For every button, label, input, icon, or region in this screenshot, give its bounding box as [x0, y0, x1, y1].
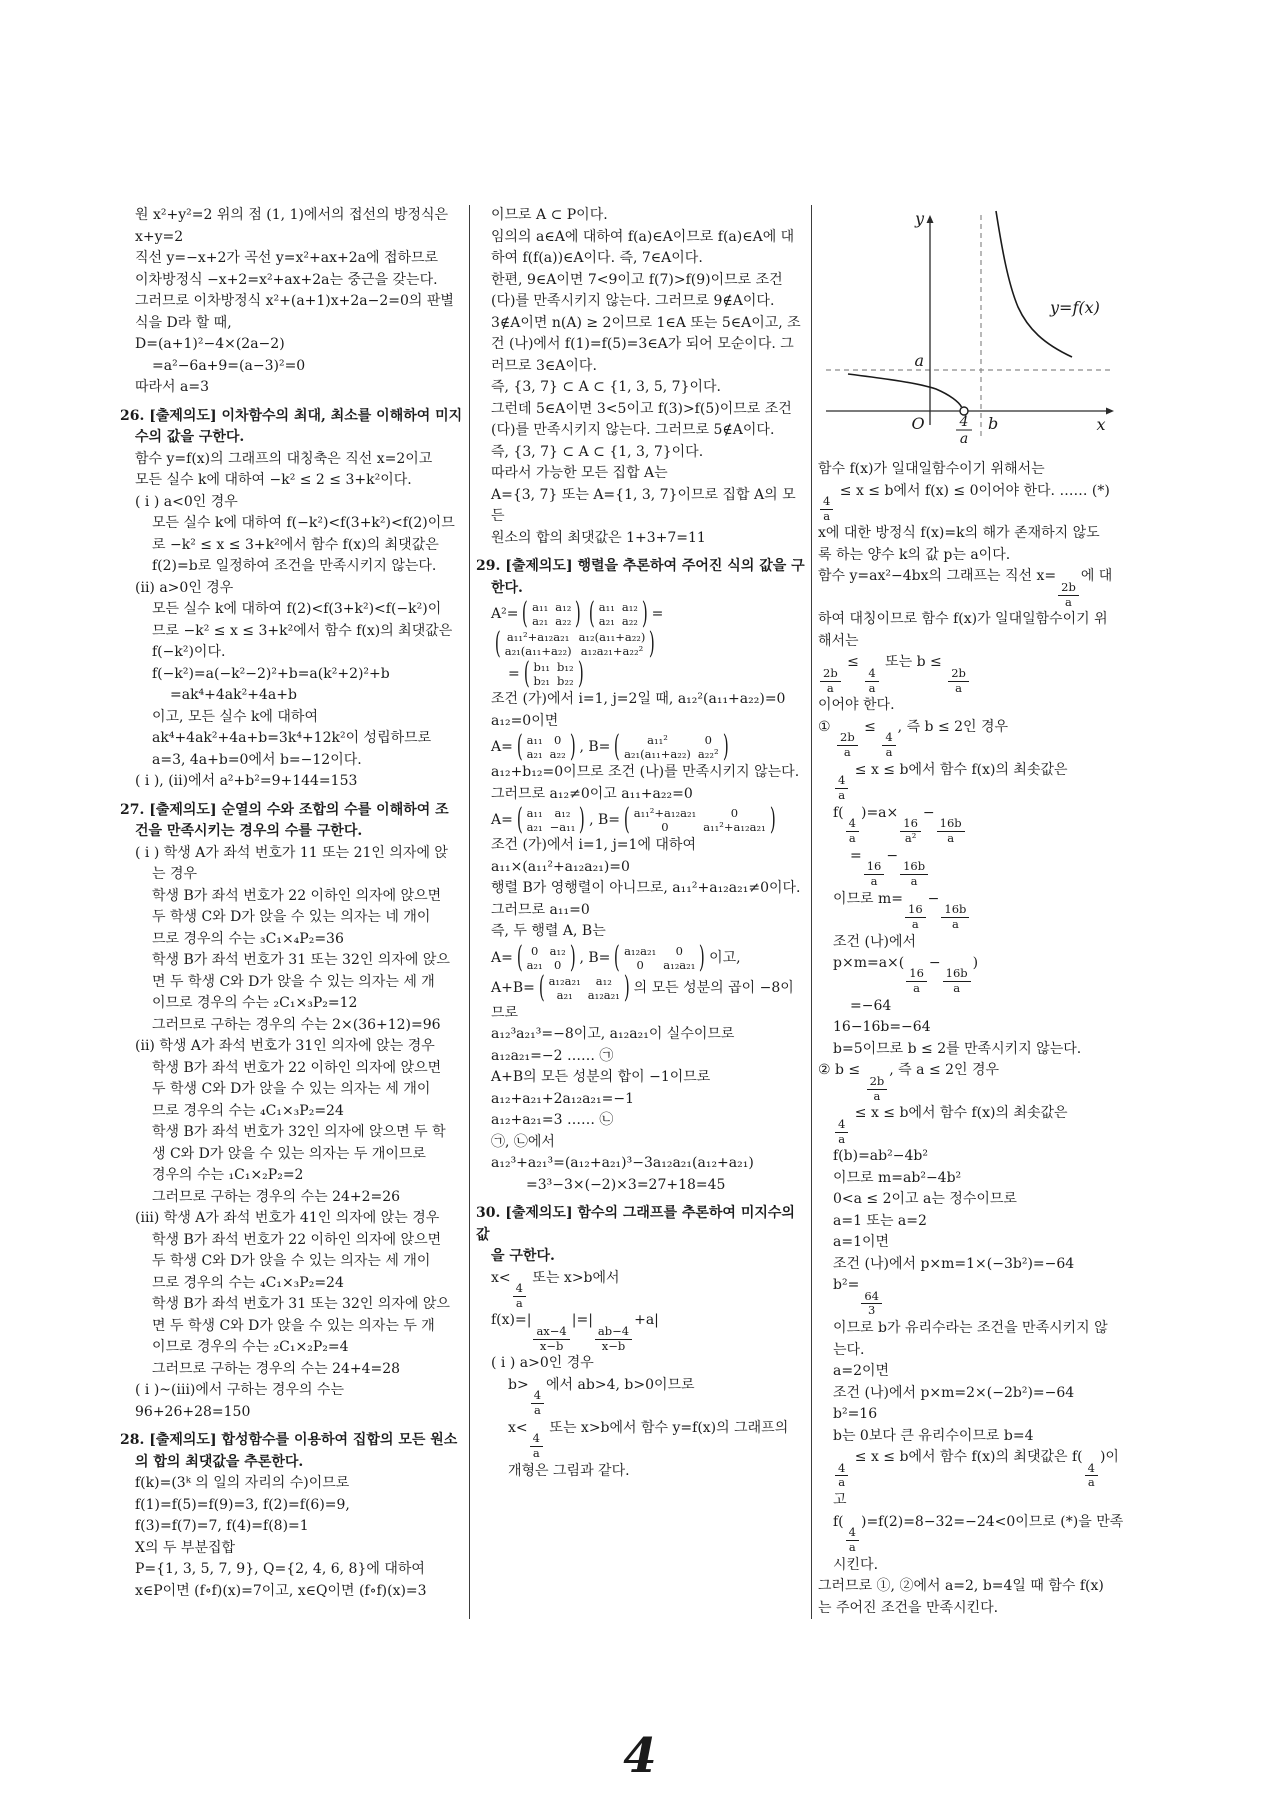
text-line: ak⁴+4ak²+4a+b=3k⁴+12k²이 성립하므로 — [152, 730, 432, 746]
fraction: $\frac{4}{a}$ — [835, 774, 848, 803]
solutions-content — [120, 205, 1160, 1619]
text-line: 임의의 a∈A에 대하여 f(a)∈A이므로 f(a)∈A에 대 — [491, 228, 795, 245]
text-line: (다)를 만족시키지 않는다. 그러므로 5∉A이다. — [491, 422, 775, 438]
text-line: 그러므로 이차방정식 x²+(a+1)x+2a−2=0의 판별 — [135, 293, 454, 309]
fraction: $\frac{4}{a}$ — [820, 495, 833, 524]
text-line: 그러므로 a₁₁=0 — [491, 901, 590, 918]
origin-label: O — [911, 414, 925, 433]
matrix: ( a₁₁ 0 a₂₁ a₂₂ ) — [516, 729, 576, 764]
text-line: 학생 B가 좌석 번호가 31 또는 32인 의자에 앉으 — [152, 1296, 450, 1312]
fraction: $\frac{4}{a}$ — [846, 1526, 859, 1555]
text-line: 생 C와 D가 앉을 수 있는 의자는 두 개이므로 — [152, 1145, 426, 1162]
text-line: p×m=a×( $\frac{16}{a}$ − $\frac{16b}{a}$ ) — [833, 955, 979, 996]
text-line: A= ( 0 a₁₂ a₂₁ 0 ) , B= ( a₁₂a₂₁ 0 0 a₁₂a₂₁ ) 이고, — [491, 939, 741, 975]
text-line: 모든 실수 k에 대하여 −k² ≤ 2 ≤ 3+k²이다. — [135, 472, 412, 488]
text-line: 따라서 a=3 — [135, 379, 210, 395]
text-line: 그런데 5∈A이면 3<5이고 f(3)>f(5)이므로 조건 — [491, 400, 792, 417]
text-line: A={3, 7} 또는 A={1, 3, 7}이므로 집합 A의 모든 — [491, 486, 796, 524]
text-line: 그러므로 구하는 경우의 수는 24+4=28 — [152, 1360, 401, 1377]
text-line: 3∉A이면 n(A) ≥ 2이므로 1∈A 또는 5∈A이고, 조 — [491, 314, 801, 331]
matrix: ( a₁₁ a₁₂ a₂₁ a₂₂ ) — [522, 596, 582, 631]
text-line: a=1 또는 a=2 — [833, 1212, 927, 1229]
text-line: A= ( a₁₁ 0 a₂₁ a₂₂ ) , B= ( a₁₁² 0 a₂₁(a₁₁+a₂₂) a₂₂² ) — [476, 732, 805, 762]
text-line: 0<a ≤ 2이고 a는 정수이므로 — [833, 1191, 1017, 1208]
fraction: $\frac{4}{a}$ — [1085, 1462, 1098, 1491]
text-line: 이고, 모든 실수 k에 대하여 — [152, 708, 318, 725]
text-line: x< $\frac{4}{a}$ 또는 x>b에서 — [491, 1269, 620, 1310]
text-line: f(1)=f(5)=f(9)=3, f(2)=f(6)=9, — [135, 1496, 350, 1513]
text-line: 는다. — [833, 1341, 865, 1358]
text-line: 고 — [833, 1492, 847, 1509]
fraction: $\frac{4}{a}$ — [513, 1282, 526, 1311]
text-line: 이어야 한다. — [818, 697, 895, 714]
text-line: f(−k²)=a(−k²−2)²+b=a(k²+2)²+b — [152, 665, 390, 682]
text-line: f(k)=(3ᵏ 의 일의 자리의 수)이므로 — [135, 1475, 350, 1491]
text-line: 두 학생 C와 D가 앉을 수 있는 의자는 세 개이 — [152, 1081, 431, 1097]
text-line: 므로 경우의 수는 ₃C₁×₄P₂=36 — [152, 930, 344, 947]
text-line: A²= ( a₁₁ a₁₂ a₂₁ a₂₂ ) ( a₁₁ a₁₂ a₂₁ a₂₂ ) = ( a₁₁²+a₁₂a₂₁ a₁₂(a₁₁+a₂₂) a₂₁(a₁₁+a₂₂) a₁₂a₂₁+a₂₂² ) — [491, 596, 664, 661]
text-line: 그러므로 ①, ②에서 a=2, b=4일 때 함수 f(x) — [818, 1578, 1104, 1595]
fraction: $\frac{16}{\text{a²}}$ — [900, 817, 921, 846]
text-line: 그러므로 구하는 경우의 수는 2×(36+12)=96 — [152, 1016, 441, 1033]
text-line: A+B의 모든 성분의 합이 −1이므로 — [491, 1069, 711, 1085]
text-line: 경우의 수는 ₁C₁×₂P₂=2 — [152, 1167, 304, 1183]
fraction: $\frac{16}{a}$ — [905, 903, 926, 932]
text-line: b²= $\frac{64}{3}$ — [818, 1275, 1156, 1318]
text-line: $\frac{4}{a}$ ≤ x ≤ b에서 함수 f(x)의 최솟값은 — [818, 1103, 1156, 1146]
text-line: 모든 실수 k에 대하여 f(2)<f(3+k²)<f(−k²)이 — [152, 601, 442, 617]
fraction: $\frac{2b}{a}$ — [820, 667, 841, 696]
fraction: $\frac{16b}{a}$ — [900, 860, 928, 889]
text-line: f(b)=ab²−4b² — [833, 1148, 928, 1165]
text-line: a=1이면 — [833, 1234, 890, 1251]
fraction: $\frac{4}{a}$ — [865, 667, 878, 696]
fraction: $\frac{64}{3}$ — [861, 1290, 882, 1319]
problem-heading-line: 29. [출제의도] 행렬을 추론하여 주어진 식의 값을 구 — [476, 558, 805, 574]
text-line: f(3)=f(7)=7, f(4)=f(8)=1 — [135, 1518, 309, 1534]
text-line: A+B= ( a₁₂a₂₁ a₁₂ a₂₁ a₁₂a₂₁ ) 의 모든 성분의 곱이 −8이므로 — [491, 969, 794, 1021]
text-line: x+y=2 — [135, 228, 184, 245]
text-line: A= ( a₁₁ a₁₂ a₂₁ −a₁₁ ) , B= ( a₁₁²+a₁₂a₂₁ 0 0 a₁₁²+a₁₂a₂₁ ) — [476, 805, 805, 835]
text-line: 이므로 b가 유리수라는 조건을 만족시키지 않 — [833, 1320, 1108, 1337]
text-line: 학생 B가 좌석 번호가 32인 의자에 앉으면 두 학 — [152, 1124, 446, 1140]
text-line: a₁₂³a₂₁³=−8이고, a₁₂a₂₁이 실수이므로 — [491, 1026, 735, 1042]
fraction: $\frac{4}{a}$ — [882, 731, 895, 760]
text-line: 는 주어진 조건을 만족시킨다. — [818, 1599, 999, 1616]
text-line: a₁₂=0이면 — [491, 712, 559, 729]
text-line: f(2)=b로 일정하여 조건을 만족시키지 않는다. — [152, 558, 437, 574]
text-line: b는 0보다 큰 유리수이므로 b=4 — [833, 1427, 1034, 1444]
text-line: 한편, 9∈A이면 7<9이고 f(7)>f(9)이므로 조건 — [491, 271, 783, 288]
text-line: 두 학생 C와 D가 앉을 수 있는 의자는 세 개이 — [152, 1253, 431, 1269]
x-intercept-numerator: 4 — [959, 414, 969, 430]
text-line: 이므로 A ⊂ P이다. — [491, 207, 608, 223]
text-line: f(−k²)이다. — [152, 644, 226, 660]
text-line: 조건 (나)에서 p×m=1×(−3b²)=−64 — [833, 1255, 1075, 1272]
text-line: b=5이므로 b ≤ 2를 만족시키지 않는다. — [833, 1040, 1082, 1057]
column-middle — [476, 205, 805, 1619]
text-line: 행렬 B가 영행렬이 아니므로, a₁₁²+a₁₂a₂₁≠0이다. — [491, 880, 801, 896]
text-line: 직선 y=−x+2가 곡선 y=x²+ax+2a에 접하므로 — [135, 250, 439, 266]
text-line: 96+26+28=150 — [135, 1403, 251, 1420]
fraction: $\frac{16b}{a}$ — [937, 817, 965, 846]
text-line: 조건 (가)에서 i=1, j=2일 때, a₁₂²(a₁₁+a₂₂)=0 — [491, 691, 786, 707]
text-line: f( $\frac{4}{a}$ )=a× $\frac{16}{\text{a²}}$ − $\frac{16b}{a}$ — [818, 803, 1156, 846]
curve-label: y=f(x) — [1050, 298, 1100, 317]
fraction: $\frac{16b}{a}$ — [943, 967, 971, 996]
text-line: (다)를 만족시키지 않는다. 그러므로 9∉A이다. — [491, 293, 775, 309]
problem-heading-line: 30. [출제의도] 함수의 그래프를 추론하여 미지수의 값 — [476, 1205, 795, 1243]
text-line: =ak⁴+4ak²+4a+b — [170, 687, 297, 703]
text-line: a₁₂+a₂₁=3 …… ㉡ — [491, 1112, 614, 1128]
text-line: 므로 경우의 수는 ₄C₁×₃P₂=24 — [152, 1274, 344, 1291]
text-line: 원소의 합의 최댓값은 1+3+7=11 — [491, 529, 706, 546]
x-axis-label: x — [1096, 415, 1106, 434]
text-line: a₁₂+a₂₁+2a₁₂a₂₁=−1 — [491, 1090, 635, 1107]
text-line: 두 학생 C와 D가 앉을 수 있는 의자는 네 개이 — [152, 909, 431, 925]
text-line: 건 (나)에서 f(1)=f(5)=3∈A가 되어 모순이다. 그 — [491, 336, 794, 352]
text-line: 는 경우 — [152, 866, 198, 882]
fraction: $\frac{2b}{a}$ — [867, 1075, 888, 1104]
text-line: 이므로 경우의 수는 ₂C₁×₃P₂=12 — [152, 995, 358, 1011]
text-line: x< $\frac{4}{a}$ 또는 x>b에서 함수 y=f(x)의 그래프의 — [508, 1419, 789, 1460]
x-axis-arrow-icon — [1106, 408, 1114, 415]
text-line: a₁₂+b₁₂=0이므로 조건 (나)를 만족시키지 않는다. — [491, 764, 800, 780]
y-axis-label: y — [914, 209, 924, 228]
text-line: 로 −k² ≤ x ≤ 3+k²에서 함수 f(x)의 최댓값은 — [152, 536, 439, 553]
text-line: 개형은 그림과 같다. — [508, 1462, 630, 1479]
text-line: 모든 실수 k에 대하여 f(−k²)<f(3+k²)<f(2)이므 — [152, 515, 455, 531]
text-line: 학생 B가 좌석 번호가 22 이하인 의자에 앉으면 — [152, 887, 442, 904]
text-line: 하여 대칭이므로 함수 f(x)가 일대일함수이기 위 — [818, 611, 1108, 628]
matrix: ( b₁₁ b₁₂ b₂₁ b₂₂ ) — [523, 656, 584, 691]
text-line: 그러므로 a₁₂≠0이고 a₁₁+a₂₂=0 — [491, 785, 693, 802]
function-graph-figure — [818, 207, 1156, 451]
text-line: 학생 B가 좌석 번호가 22 이하인 의자에 앉으면 — [152, 1059, 442, 1076]
problem-heading-line: 의 합의 최댓값을 추론한다. — [135, 1453, 304, 1470]
text-line: =a²−6a+9=(a−3)²=0 — [152, 357, 306, 374]
text-line: 즉, 두 행렬 A, B는 — [491, 923, 606, 939]
text-line: 이므로 m=ab²−4b² — [833, 1169, 962, 1186]
text-line: x∈P이면 (f∘f)(x)=7이고, x∈Q이면 (f∘f)(x)=3 — [135, 1582, 427, 1599]
problem-heading-line: 26. [출제의도] 이차함수의 최대, 최소를 이해하여 미지 — [120, 407, 463, 424]
text-line: 식을 D라 할 때, — [135, 314, 232, 331]
text-line: 따라서 가능한 모든 집합 A는 — [491, 465, 668, 481]
text-line: 학생 B가 좌석 번호가 22 이하인 의자에 앉으면 — [152, 1231, 442, 1248]
fraction: $\frac{2b}{a}$ — [948, 667, 969, 696]
matrix: ( a₁₁ a₁₂ a₂₁ −a₁₁ ) — [516, 802, 586, 837]
fraction: $\frac{16}{a}$ — [906, 967, 927, 996]
text-line: $\frac{2b}{a}$ ≤ $\frac{4}{a}$ 또는 b ≤ $\frac{2b}{a}$ — [818, 652, 1156, 695]
page-number: 4 — [623, 1728, 657, 1784]
text-line: a₁₁×(a₁₁²+a₁₂a₂₁)=0 — [491, 858, 630, 875]
fraction: $\frac{2b}{a}$ — [837, 731, 858, 760]
text-line: ( i ) a>0인 경우 — [491, 1355, 594, 1372]
text-line: X의 두 부분집합 — [135, 1539, 236, 1556]
problem-heading-line: 을 구한다. — [491, 1248, 555, 1264]
text-line: 시킨다. — [833, 1556, 879, 1573]
text-line: ( i )~(iii)에서 구하는 경우의 수는 — [135, 1382, 344, 1398]
text-line: f( $\frac{4}{a}$ )=f(2)=8−32=−24<0이므로 (*)을 만족 — [833, 1513, 1124, 1554]
x-intercept-denominator: a — [959, 431, 969, 447]
text-line: x에 대한 방정식 f(x)=k의 해가 존재하지 않도 — [818, 525, 1100, 542]
fraction: $\frac{16b}{a}$ — [941, 903, 969, 932]
text-line: P={1, 3, 5, 7, 9}, Q={2, 4, 6, 8}에 대하여 — [135, 1561, 425, 1577]
matrix: ( a₁₁ a₁₂ a₂₁ a₂₂ ) — [588, 596, 648, 631]
text-line: a₁₂³+a₂₁³=(a₁₂+a₂₁)³−3a₁₂a₂₁(a₁₂+a₂₁) — [491, 1155, 754, 1171]
column-divider — [811, 205, 812, 1619]
matrix: ( a₁₁²+a₁₂a₂₁ 0 0 a₁₁²+a₁₂a₂₁ ) — [623, 802, 776, 837]
text-line: ㉠, ㉡에서 — [491, 1133, 555, 1150]
text-line: b> $\frac{4}{a}$ 에서 ab>4, b>0이므로 — [508, 1376, 695, 1418]
text-line: 원 x²+y²=2 위의 점 (1, 1)에서의 접선의 방정식은 — [135, 207, 449, 223]
y-axis-arrow-icon — [927, 215, 934, 223]
curve-right-branch — [996, 211, 1072, 357]
text-line: 조건 (가)에서 i=1, j=1에 대하여 — [491, 837, 696, 853]
text-line: 므로 경우의 수는 ₄C₁×₃P₂=24 — [152, 1102, 344, 1119]
text-line: 함수 f(x)가 일대일함수이기 위해서는 — [818, 461, 1045, 477]
text-line: (ii) a>0인 경우 — [135, 579, 234, 596]
fraction: $\frac{4}{a}$ — [530, 1432, 543, 1461]
column-divider — [469, 205, 470, 1619]
problem-heading-line: 수의 값을 구한다. — [135, 429, 245, 445]
text-line: ( i ), (ii)에서 a²+b²=9+144=153 — [135, 773, 358, 789]
text-line: 조건 (나)에서 — [833, 933, 916, 950]
problem-heading-line: 건을 만족시키는 경우의 수를 구한다. — [135, 823, 363, 839]
text-line: 록 하는 양수 k의 값 p는 a이다. — [818, 546, 1011, 563]
text-line: 이차방정식 −x+2=x²+ax+2a는 중근을 갖는다. — [135, 271, 438, 288]
fraction: $\frac{2b}{a}$ — [1058, 581, 1079, 610]
text-line: 이므로 m= $\frac{16}{a}$ − $\frac{16b}{a}$ — [818, 889, 1156, 932]
text-line: = ( b₁₁ b₁₂ b₂₁ b₂₂ ) — [476, 659, 805, 689]
text-line: a₁₂a₂₁=−2 …… ㉠ — [491, 1047, 614, 1064]
text-line: 함수 y=ax²−4bx의 그래프는 직선 x= $\frac{2b}{a}$ 에 대 — [818, 568, 1113, 609]
text-line: 이므로 경우의 수는 ₂C₁×₂P₂=4 — [152, 1339, 349, 1355]
text-line: ( i ) a<0인 경우 — [135, 493, 238, 510]
fraction: $\frac{ax-4}{x-b}$ — [533, 1325, 569, 1354]
fraction: $\frac{4}{a}$ — [846, 817, 859, 846]
column-left — [120, 205, 463, 1619]
text-line: 조건 (나)에서 p×m=2×(−2b²)=−64 — [833, 1384, 1075, 1401]
text-line: 므로 −k² ≤ x ≤ 3+k²에서 함수 f(x)의 최댓값은 — [152, 622, 453, 639]
text-line: 16−16b=−64 — [833, 1019, 931, 1036]
fraction: $\frac{ab-4}{x-b}$ — [595, 1325, 632, 1354]
text-line: ( i ) 학생 A가 좌석 번호가 11 또는 21인 의자에 앉 — [135, 844, 448, 861]
text-line: (iii) 학생 A가 좌석 번호가 41인 의자에 앉는 경우 — [135, 1210, 440, 1226]
text-line: 하여 f(f(a))∈A이다. 즉, 7∈A이다. — [491, 250, 703, 266]
matrix: ( a₁₂a₂₁ 0 0 a₁₂a₂₁ ) — [614, 939, 706, 975]
text-line: D=(a+1)²−4×(2a−2) — [135, 336, 285, 352]
graph-svg — [818, 207, 1118, 447]
text-line: $\frac{4}{a}$ ≤ x ≤ b에서 함수 f(x)의 최댓값은 f( $\frac{4}{a}$ )이 — [818, 1447, 1156, 1490]
matrix: ( a₁₁² 0 a₂₁(a₁₁+a₂₂) a₂₂² ) — [614, 729, 729, 764]
text-line: $\frac{4}{a}$ ≤ x ≤ b에서 f(x) ≤ 0이어야 한다. …… (*) — [818, 481, 1156, 524]
fraction: $\frac{4}{a}$ — [835, 1118, 848, 1147]
text-line: a=2이면 — [833, 1363, 890, 1380]
asymptote-b-label: b — [988, 414, 999, 433]
fraction: $\frac{16}{a}$ — [864, 860, 885, 889]
text-line: 러므로 3∈A이다. — [491, 357, 597, 374]
text-line: a=3, 4a+b=0에서 b=−12이다. — [152, 751, 362, 768]
text-line: $\frac{4}{a}$ ≤ x ≤ b에서 함수 f(x)의 최솟값은 — [818, 760, 1156, 803]
text-line: 함수 y=f(x)의 그래프의 대칭축은 직선 x=2이고 — [135, 450, 433, 467]
text-line: 즉, {3, 7} ⊂ A ⊂ {1, 3, 5, 7}이다. — [491, 379, 721, 395]
text-line: f(x)=| $\frac{ax-4}{x-b}$ |=| $\frac{ab-4}{x-b}$ +a| — [491, 1312, 659, 1353]
curve-left-branch — [848, 374, 962, 407]
text-line: b²=16 — [833, 1406, 878, 1423]
matrix: ( a₁₂a₂₁ a₁₂ a₂₁ a₁₂a₂₁ ) — [538, 969, 630, 1005]
fraction: $\frac{4}{a}$ — [531, 1389, 544, 1418]
text-line: ① $\frac{2b}{a}$ ≤ $\frac{4}{a}$ , 즉 b ≤ 2인 경우 — [818, 718, 1009, 759]
problem-heading-line: 한다. — [491, 579, 523, 596]
text-line: =3³−3×(−2)×3=27+18=45 — [526, 1176, 726, 1193]
problem-heading-line: 28. [출제의도] 합성함수를 이용하여 집합의 모든 원소 — [120, 1432, 458, 1448]
matrix: ( 0 a₁₂ a₂₁ 0 ) — [516, 939, 576, 975]
text-line: 즉, {3, 7} ⊂ A ⊂ {1, 3, 7}이다. — [491, 443, 704, 460]
matrix: ( a₁₁²+a₁₂a₂₁ a₁₂(a₁₁+a₂₂) a₂₁(a₁₁+a₂₂) a₁₂a₂₁+a₂₂² ) — [494, 626, 656, 661]
column-right — [818, 205, 1156, 1619]
fraction: $\frac{4}{a}$ — [835, 1462, 848, 1491]
text-line: 그러므로 구하는 경우의 수는 24+2=26 — [152, 1188, 401, 1205]
text-line: 면 두 학생 C와 D가 앉을 수 있는 의자는 두 개 — [152, 1317, 435, 1334]
text-line: = $\frac{16}{a}$ − $\frac{16b}{a}$ — [818, 846, 1156, 889]
text-line: =−64 — [850, 997, 892, 1014]
text-line: 학생 B가 좌석 번호가 31 또는 32인 의자에 앉으 — [152, 952, 450, 968]
problem-heading-line: 27. [출제의도] 순열의 수와 조합의 수를 이해하여 조 — [120, 801, 449, 818]
text-line: 면 두 학생 C와 D가 앉을 수 있는 의자는 세 개 — [152, 973, 435, 990]
text-line: 해서는 — [818, 632, 859, 649]
text-line: ② b ≤ $\frac{2b}{a}$ , 즉 a ≤ 2인 경우 — [818, 1062, 1000, 1103]
asymptote-a-label: a — [914, 351, 924, 370]
text-line: (ii) 학생 A가 좌석 번호가 31인 의자에 앉는 경우 — [135, 1038, 435, 1054]
